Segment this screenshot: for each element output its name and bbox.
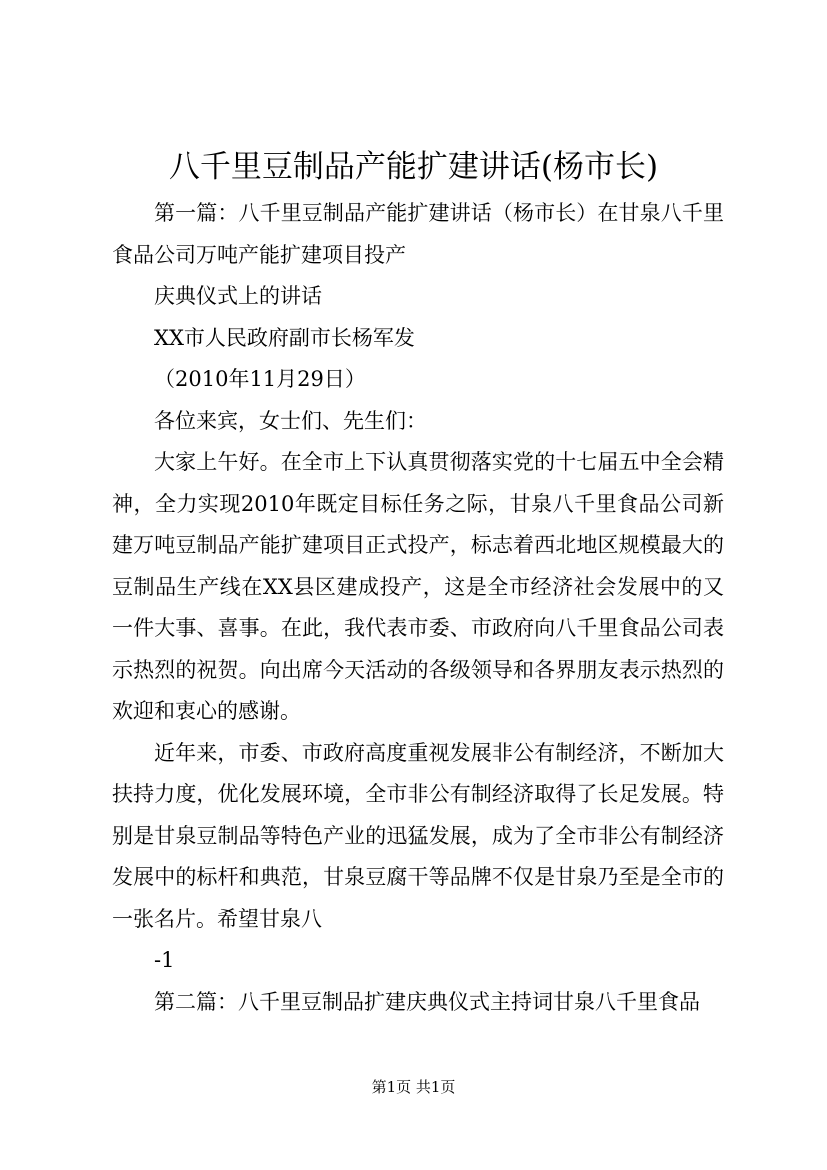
paragraph-development: 近年来，市委、市政府高度重视发展非公有制经济，不断加大扶持力度，优化发展环境，全市非公有制经济取得了长足发展。特别是甘泉豆制品等特色产业的迅猛发展，成为了全市非公有制经济发展中的标杆和典范，甘泉豆腐干等品牌不仅是甘泉乃至是全市的一张名片。希望甘泉八 (112, 740, 724, 931)
paragraph-date: （2010年11月29日） (154, 367, 366, 391)
paragraph-speaker: XX市人民政府副市长杨军发 (154, 325, 415, 350)
document-title: 八千里豆制品产能扩建讲话(杨市长) (168, 149, 659, 185)
paragraph-page-marker: -1 (154, 948, 175, 972)
paragraph-first-article-heading: 第一篇：八千里豆制品产能扩建讲话（杨市长）在甘泉八千里食品公司万吨产能扩建项目投产 (112, 201, 724, 267)
page-footer: 第1页 共1页 (371, 1078, 456, 1096)
paragraph-opening: 大家上午好。在全市上下认真贯彻落实党的十七届五中全会精神，全力实现2010年既定目标任务之际，甘泉八千里食品公司新建万吨豆制品产能扩建项目正式投产，标志着西北地区规模最大的豆制品生产线在XX县区建成投产，这是全市经济社会发展中的又一件大事、喜事。在此，我代表市委、市政府向八千里食品公司表示热烈的祝贺。向出席今天活动的各级领导和各界朋友表示热烈的欢迎和衷心的感谢。 (112, 450, 724, 723)
document-body (112, 193, 724, 1023)
paragraph-second-article-heading: 第二篇：八千里豆制品扩建庆典仪式主持词甘泉八千里食品 (154, 989, 700, 1014)
paragraph-ceremony-speech: 庆典仪式上的讲话 (154, 284, 322, 308)
paragraph-greeting: 各位来宾，女士们、先生们： (154, 408, 427, 433)
